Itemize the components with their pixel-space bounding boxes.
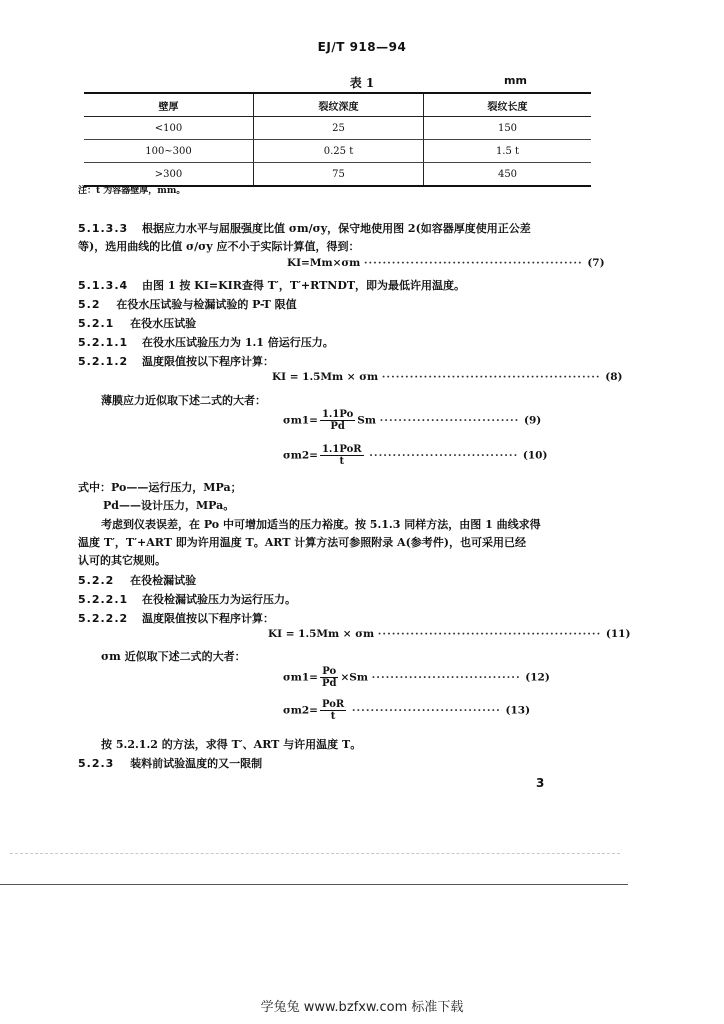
section-5-2-1 bbox=[78, 315, 196, 331]
section-5-2 bbox=[78, 296, 297, 312]
section-title: 在役检漏试验 bbox=[130, 574, 197, 587]
denominator: t bbox=[330, 711, 336, 722]
standard-header: EJ/T 918—94 bbox=[317, 40, 407, 54]
paragraph-line: 认可的其它规则。 bbox=[78, 554, 166, 567]
equation-7: KI=Mm×σm ··············································· (7) bbox=[287, 257, 605, 269]
equation-number: (9) bbox=[523, 414, 542, 427]
approx-note: σm 近似取下述二式的大者： bbox=[101, 650, 246, 663]
equation-10: σm2= $\frac{\text{1.1PoR}}{t}$ ································ (10) bbox=[283, 444, 548, 467]
watermark-footer: 学兔兔 www.bzfxw.com 标准下载 bbox=[260, 1000, 464, 1015]
equation-lhs: σm1= bbox=[283, 671, 318, 684]
table-row bbox=[84, 117, 591, 140]
page-number: 3 bbox=[536, 776, 545, 790]
table-cell: >300 bbox=[84, 163, 254, 187]
clause-number: 5.2.2.2 bbox=[78, 612, 129, 625]
section-title: 装料前试验温度的又一限制 bbox=[130, 757, 263, 770]
clause-5-2-2-1 bbox=[78, 591, 296, 607]
equation-number: (11) bbox=[605, 628, 631, 640]
clause-text-continued: 等)，选用曲线的比值 σ/σy 应不小于实际计算值，得到： bbox=[78, 240, 360, 253]
scan-artifact-line bbox=[10, 853, 620, 854]
clause-5-2-2-2 bbox=[78, 610, 274, 626]
table-header-row bbox=[84, 93, 591, 117]
equation-9: σm1= $\frac{1.1Po}{Pd}$ Sm ······························ (9) bbox=[283, 409, 542, 432]
section-title: 在役水压试验与检漏试验的 P-T 限值 bbox=[116, 298, 297, 311]
equation-body: KI = 1.5Mm × σm bbox=[268, 628, 375, 640]
where-clause-po: 式中：Po——运行压力，MPa； bbox=[78, 481, 242, 494]
page-bottom-rule bbox=[0, 884, 628, 885]
fraction bbox=[320, 409, 355, 432]
clause-number: 5.2.1.2 bbox=[78, 355, 129, 368]
equation-11: KI = 1.5Mm × σm ················································ (11) bbox=[268, 628, 631, 640]
numerator: Po bbox=[320, 666, 339, 678]
table-unit: mm bbox=[504, 74, 527, 87]
column-header: 裂纹深度 bbox=[254, 93, 424, 117]
section-number: 5.2.3 bbox=[78, 757, 115, 770]
equation-8: KI = 1.5Mm × σm ··············································· (8) bbox=[272, 371, 623, 383]
paragraph-line: 考虑到仪表误差，在 Po 中可增加适当的压力裕度。按 5.1.3 同样方法，由图 1 曲线求得 bbox=[101, 518, 541, 531]
equation-body: KI = 1.5Mm × σm bbox=[272, 371, 379, 383]
clause-text: 在役水压试验压力为 1.1 倍运行压力。 bbox=[142, 336, 334, 349]
clause-text: 在役检漏试验压力为运行压力。 bbox=[142, 593, 296, 606]
fraction bbox=[320, 666, 339, 689]
column-header: 壁厚 bbox=[84, 93, 254, 117]
table-cell: 0.25 t bbox=[254, 140, 424, 163]
numerator: 1.1Po bbox=[321, 409, 354, 420]
denominator: Pd bbox=[330, 421, 345, 432]
section-5-2-3 bbox=[78, 755, 262, 771]
table-cell: 100~300 bbox=[84, 140, 254, 163]
section-5-2-2 bbox=[78, 572, 196, 588]
fraction bbox=[320, 699, 346, 722]
where-clause-pd: Pd——设计压力，MPa。 bbox=[103, 499, 235, 512]
table-cell: 75 bbox=[254, 163, 424, 187]
table-cell: 25 bbox=[254, 117, 424, 140]
equation-number: (7) bbox=[587, 257, 605, 269]
clause-text: 温度限值按以下程序计算： bbox=[142, 612, 274, 625]
clause-5-2-1-2 bbox=[78, 353, 274, 369]
clause-text: 由图 1 按 KI=KIR查得 T′，T′+RTNDT，即为最低许用温度。 bbox=[142, 279, 466, 292]
equation-number: (8) bbox=[605, 371, 623, 383]
column-header: 裂纹长度 bbox=[424, 93, 592, 117]
clause-text: 温度限值按以下程序计算： bbox=[142, 355, 274, 368]
clause-number: 5.2.1.1 bbox=[78, 336, 129, 349]
table-note: 注：t 为容器壁厚，mm。 bbox=[78, 186, 186, 196]
equation-lhs: σm1= bbox=[283, 414, 318, 427]
equation-number: (10) bbox=[522, 449, 548, 462]
table-cell: <100 bbox=[84, 117, 254, 140]
equation-12: σm1= $\frac{Po}{Pd}$ ×Sm ································ (12) bbox=[283, 666, 550, 689]
section-number: 5.2.1 bbox=[78, 317, 115, 330]
equation-lhs: σm2= bbox=[283, 449, 318, 462]
clause-number: 5.1.3.4 bbox=[78, 279, 129, 292]
numerator: 1.1PoR bbox=[321, 444, 362, 455]
crack-size-table bbox=[84, 92, 591, 187]
equation-number: (12) bbox=[525, 671, 550, 684]
equation-13: σm2= $\frac{\text{PoR}}{t}$ ································ (13) bbox=[283, 699, 531, 722]
section-number: 5.2.2 bbox=[78, 574, 115, 587]
table-row bbox=[84, 140, 591, 163]
numerator: PoR bbox=[321, 699, 345, 710]
fraction bbox=[320, 444, 364, 467]
section-number: 5.2 bbox=[78, 298, 101, 311]
denominator: t bbox=[339, 456, 345, 467]
denominator: Pd bbox=[321, 678, 337, 689]
equation-tail: Sm bbox=[357, 414, 376, 427]
equation-body: KI=Mm×σm bbox=[287, 257, 361, 269]
membrane-stress-note: 薄膜应力近似取下述二式的大者： bbox=[101, 394, 266, 407]
table-cell: 450 bbox=[424, 163, 592, 187]
table-caption: 表 1 bbox=[349, 76, 375, 90]
clause-5-1-3-4 bbox=[78, 277, 465, 293]
paragraph-line: 温度 T′，T′+ART 即为许用温度 T。ART 计算方法可参照附录 A(参考件)，也可采用已经 bbox=[78, 536, 527, 549]
method-note: 按 5.2.1.2 的方法，求得 T′、ART 与许用温度 T。 bbox=[101, 738, 362, 751]
table-cell: 1.5 t bbox=[424, 140, 592, 163]
equation-number: (13) bbox=[505, 704, 531, 717]
equation-lhs: σm2= bbox=[283, 704, 318, 717]
clause-5-1-3-3 bbox=[78, 220, 531, 236]
clause-5-2-1-1 bbox=[78, 334, 334, 350]
clause-text: 根据应力水平与屈服强度比值 σm/σy，保守地使用图 2(如容器厚度使用正公差 bbox=[142, 222, 531, 235]
table-cell: 150 bbox=[424, 117, 592, 140]
clause-number: 5.1.3.3 bbox=[78, 222, 129, 235]
clause-number: 5.2.2.1 bbox=[78, 593, 129, 606]
section-title: 在役水压试验 bbox=[130, 317, 197, 330]
equation-tail: ×Sm bbox=[340, 671, 368, 684]
